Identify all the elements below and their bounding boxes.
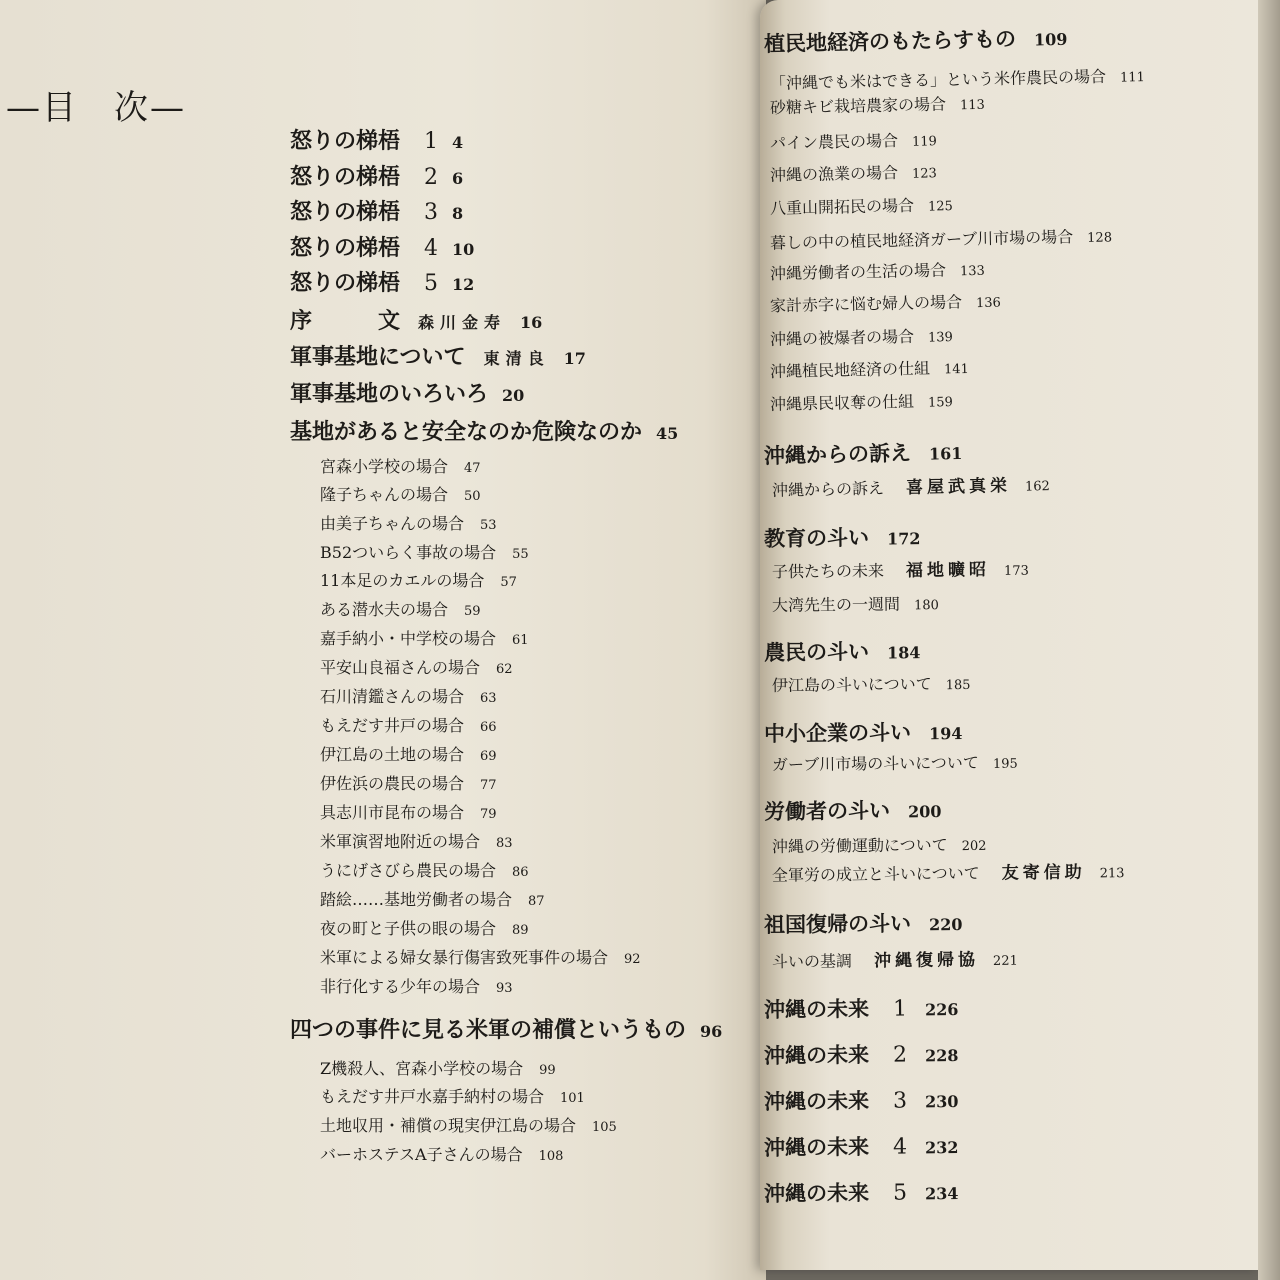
entry-title: 家計赤字に悩む婦人の場合 [769, 292, 963, 316]
entry-page-number: 89 [512, 923, 529, 938]
toc-entry [770, 197, 953, 217]
entry-part-number: 1 [424, 129, 439, 154]
entry-page-number: 139 [927, 330, 954, 346]
toc-entry [772, 596, 939, 614]
toc-entry [320, 487, 481, 503]
toc-entry [772, 837, 987, 855]
toc-entry [320, 1089, 585, 1105]
entry-part-number: 3 [892, 1088, 908, 1114]
entry-page-number: 161 [928, 443, 963, 464]
entry-title: 軍事基地について [290, 344, 466, 370]
entry-title: 農民の斗い [763, 638, 870, 665]
entry-title: 具志川市昆布の場合 [320, 803, 465, 822]
entry-title: 砂糖キビ栽培農家の場合 [769, 94, 947, 118]
entry-title: 中小企業の斗い [763, 719, 912, 747]
entry-title: 沖縄の被爆者の場合 [769, 326, 915, 349]
entry-title: B52ついらく事故の場合 [320, 543, 497, 562]
entry-title: 伊江島の土地の場合 [320, 745, 465, 764]
entry-page-number: 184 [886, 643, 921, 663]
entry-title: 沖縄の未来 [763, 1133, 870, 1161]
toc-entry [320, 573, 517, 589]
entry-title: 踏絵……基地労働者の場合 [320, 890, 513, 909]
toc-entry [770, 360, 969, 380]
toc-entry [290, 130, 463, 153]
toc-entry [320, 950, 641, 966]
entry-page-number: 119 [911, 134, 938, 150]
entry-title: 怒りの梯梧 [290, 270, 401, 296]
entry-page-number: 61 [512, 633, 529, 648]
entry-page-number: 66 [480, 720, 497, 735]
entry-page-number: 109 [1033, 29, 1068, 50]
toc-entry [290, 272, 474, 295]
entry-title: ガーブ川市場の斗いについて [771, 753, 979, 775]
entry-page-number: 92 [624, 952, 641, 967]
entry-title: 平安山良福さんの場合 [320, 658, 481, 677]
entry-page-number: 47 [464, 461, 481, 476]
entry-part-number: 4 [424, 236, 439, 261]
entry-page-number: 173 [1003, 563, 1029, 579]
toc-entry [320, 921, 529, 937]
toc-entry [290, 310, 542, 332]
entry-title: 沖縄からの訴え [763, 440, 912, 469]
entry-title: 教育の斗い [763, 524, 870, 551]
entry-title: 非行化する少年の場合 [320, 977, 481, 996]
toc-entry [770, 96, 985, 116]
entry-page-number: 221 [992, 953, 1018, 969]
toc-entry [320, 516, 497, 532]
toc-entry [290, 166, 463, 189]
entry-page-number: 45 [656, 424, 679, 443]
entry-title: 土地収用・補償の現実伊江島の場合 [320, 1116, 577, 1135]
entry-title: 沖縄の未来 [763, 1087, 870, 1115]
entry-page-number: 10 [452, 240, 475, 259]
toc-entry [290, 1019, 722, 1041]
entry-page-number: 86 [512, 865, 529, 880]
entry-title: 隆子ちゃんの場合 [320, 485, 449, 504]
entry-title: 沖縄植民地経済の仕組 [769, 358, 931, 382]
entry-page-number: 234 [924, 1183, 959, 1204]
toc-entry [290, 421, 678, 443]
toc-entry [770, 164, 937, 183]
entry-page-number: 59 [464, 604, 481, 619]
entry-title: 軍事基地のいろいろ [290, 381, 489, 407]
toc-entry [290, 201, 463, 224]
toc-entry [763, 910, 963, 938]
toc-entry [772, 477, 1050, 500]
entry-page-number: 111 [1119, 70, 1145, 86]
entry-title: 「沖縄でも米はできる」という米作農民の場合 [769, 66, 1107, 93]
entry-page-number: 136 [975, 295, 1002, 312]
entry-title: 四つの事件に見る米軍の補償というもの [290, 1017, 687, 1043]
entry-part-number: 3 [424, 200, 439, 225]
entry-page-number: 200 [907, 802, 942, 822]
entry-part-number: 2 [892, 1042, 908, 1068]
entry-title: 沖縄からの訴え [771, 478, 885, 500]
entry-page-number: 17 [563, 349, 586, 368]
toc-entry [764, 640, 921, 663]
entry-title: もえだす井戸の場合 [320, 716, 465, 735]
toc-entry [320, 979, 513, 995]
toc-entry [764, 1043, 959, 1068]
toc-entry [764, 1089, 959, 1114]
entry-title: 沖縄県民収奪の仕組 [769, 391, 915, 414]
toc-entry [772, 676, 971, 694]
toc-entry [320, 776, 497, 792]
toc-entry [320, 631, 529, 647]
entry-title: 序 文 [290, 308, 401, 334]
toc-entry [320, 689, 497, 705]
entry-title: もえだす井戸水嘉手納村の場合 [320, 1087, 545, 1106]
entry-author: 森川金寿 [418, 313, 507, 332]
page-edge [1258, 0, 1280, 1280]
entry-page-number: 220 [928, 914, 963, 935]
entry-title: 子供たちの未来 [771, 561, 885, 582]
entry-title: 伊佐浜の農民の場合 [320, 774, 465, 793]
toc-entry [764, 1181, 959, 1206]
toc-entry [320, 834, 513, 850]
entry-page-number: 53 [480, 518, 497, 533]
entry-title: 労働者の斗い [763, 797, 891, 824]
entry-part-number: 5 [892, 1180, 908, 1206]
entry-author: 福地曠昭 [905, 560, 991, 581]
entry-page-number: 133 [959, 263, 986, 280]
entry-page-number: 4 [452, 133, 464, 152]
right-page [760, 0, 1260, 1270]
entry-page-number: 230 [924, 1091, 959, 1112]
entry-author: 友寄信助 [1001, 862, 1086, 884]
entry-title: ある潜水夫の場合 [320, 600, 449, 619]
entry-page-number: 16 [520, 313, 543, 332]
toc-entry [772, 952, 1018, 972]
toc-entry [764, 1135, 959, 1160]
entry-page-number: 108 [538, 1149, 564, 1164]
entry-title: 米軍による婦女暴行傷害致死事件の場合 [320, 948, 609, 967]
entry-title: 宮森小学校の場合 [320, 457, 449, 476]
entry-page-number: 123 [911, 166, 938, 182]
entry-page-number: 62 [496, 662, 513, 677]
entry-title: 伊江島の斗いについて [771, 674, 932, 696]
entry-part-number: 1 [892, 996, 908, 1022]
entry-page-number: 195 [992, 756, 1018, 772]
entry-page-number: 87 [528, 894, 545, 909]
entry-page-number: 96 [700, 1022, 723, 1041]
entry-title: 怒りの梯梧 [290, 128, 401, 154]
entry-author: 東清良 [483, 349, 550, 368]
entry-page-number: 12 [452, 275, 475, 294]
entry-title: 大湾先生の一週間 [771, 594, 901, 615]
toc-entry [764, 799, 942, 822]
entry-title: 八重山開拓民の場合 [769, 195, 915, 218]
toc-entry [320, 1118, 617, 1134]
entry-page-number: 101 [560, 1091, 585, 1106]
toc-entry [770, 393, 953, 413]
entry-title: 怒りの梯梧 [290, 164, 401, 190]
entry-title: 米軍演習地附近の場合 [320, 832, 481, 851]
toc-entry [320, 805, 497, 821]
entry-page-number: 79 [480, 807, 497, 822]
toc-entry [772, 864, 1125, 885]
entry-page-number: 69 [480, 749, 497, 764]
entry-page-number: 213 [1099, 866, 1125, 882]
entry-page-number: 194 [928, 723, 963, 744]
entry-title: 沖縄の漁業の場合 [769, 163, 899, 185]
entry-page-number: 8 [452, 204, 464, 223]
toc-entry [770, 68, 1145, 92]
entry-page-number: 99 [539, 1063, 556, 1078]
entry-title: 由美子ちゃんの場合 [320, 514, 465, 533]
entry-page-number: 55 [512, 547, 529, 562]
toc-entry [320, 718, 497, 734]
entry-title: Z機殺人、宮森小学校の場合 [320, 1059, 524, 1078]
entry-page-number: 125 [927, 199, 954, 215]
entry-title: 沖縄の未来 [763, 1179, 870, 1207]
entry-page-number: 6 [452, 169, 464, 188]
entry-page-number: 77 [480, 778, 497, 793]
toc-entry [290, 346, 586, 368]
toc-entry [763, 25, 1068, 57]
toc-entry [772, 562, 1029, 582]
entry-title: 沖縄労働者の生活の場合 [769, 260, 947, 284]
toc-entry [320, 1061, 556, 1077]
entry-title: 石川清鑑さんの場合 [320, 687, 465, 706]
toc-entry [320, 459, 481, 475]
entry-title: 基地があると安全なのか危険なのか [290, 419, 643, 445]
entry-title: 嘉手納小・中学校の場合 [320, 629, 497, 648]
entry-page-number: 172 [886, 529, 921, 549]
entry-page-number: 93 [496, 981, 513, 996]
entry-title: 怒りの梯梧 [290, 235, 401, 261]
entry-page-number: 83 [496, 836, 513, 851]
entry-page-number: 232 [924, 1137, 959, 1158]
entry-page-number: 63 [480, 691, 497, 706]
toc-entry [290, 383, 524, 405]
entry-part-number: 4 [892, 1134, 908, 1160]
toc-entry [764, 526, 921, 549]
entry-title: 沖縄の未来 [763, 1041, 870, 1069]
toc-entry [764, 997, 959, 1022]
toc-entry [763, 719, 963, 747]
toc-entry [320, 602, 481, 618]
entry-page-number: 202 [961, 838, 987, 855]
toc-entry [770, 228, 1112, 251]
entry-title: 沖縄の労働運動について [771, 835, 948, 857]
entry-title: 斗いの基調 [771, 951, 853, 972]
entry-page-number: 113 [959, 97, 986, 114]
entry-title: 11本足のカエルの場合 [320, 571, 485, 590]
toc-entry [320, 545, 529, 561]
entry-part-number: 5 [424, 271, 439, 296]
toc-entry [772, 755, 1018, 774]
entry-part-number: 2 [424, 165, 439, 190]
entry-page-number: 226 [924, 999, 959, 1020]
entry-title: 夜の町と子供の眼の場合 [320, 919, 497, 938]
entry-page-number: 128 [1087, 230, 1113, 246]
entry-title: 植民地経済のもたらすもの [763, 25, 1017, 57]
entry-page-number: 20 [502, 386, 525, 405]
entry-title: パイン農民の場合 [769, 131, 899, 153]
entry-title: 沖縄の未来 [763, 995, 870, 1023]
toc-entry [770, 132, 937, 151]
entry-title: 暮しの中の植民地経済ガーブ川市場の場合 [769, 227, 1074, 253]
entry-title: 全軍労の成立と斗いについて [771, 863, 980, 885]
toc-entry [320, 863, 529, 879]
entry-title: うにげさびら農民の場合 [320, 861, 497, 880]
entry-page-number: 57 [500, 575, 517, 590]
entry-page-number: 185 [945, 677, 971, 694]
entry-page-number: 105 [592, 1120, 617, 1135]
entry-page-number: 159 [927, 395, 954, 411]
toc-entry [320, 747, 497, 763]
entry-page-number: 228 [924, 1045, 959, 1066]
entry-author: 喜屋武真栄 [905, 475, 1012, 499]
entry-title: バーホステスA子さんの場合 [320, 1145, 523, 1164]
entry-page-number: 50 [464, 489, 481, 504]
toc-entry [290, 237, 474, 260]
toc-entry [770, 294, 1001, 315]
toc-entry [770, 328, 953, 348]
toc-entry [320, 892, 545, 908]
toc-title: —目 次— [6, 88, 186, 128]
toc-entry [320, 1147, 563, 1163]
entry-page-number: 180 [913, 598, 939, 614]
toc-entry [770, 262, 985, 282]
toc-entry [763, 440, 963, 469]
entry-title: 怒りの梯梧 [290, 199, 401, 225]
entry-author: 沖縄復帰協 [873, 950, 980, 972]
toc-entry [320, 660, 513, 676]
entry-title: 祖国復帰の斗い [763, 910, 912, 938]
entry-page-number: 162 [1024, 479, 1050, 495]
entry-page-number: 141 [943, 361, 970, 378]
